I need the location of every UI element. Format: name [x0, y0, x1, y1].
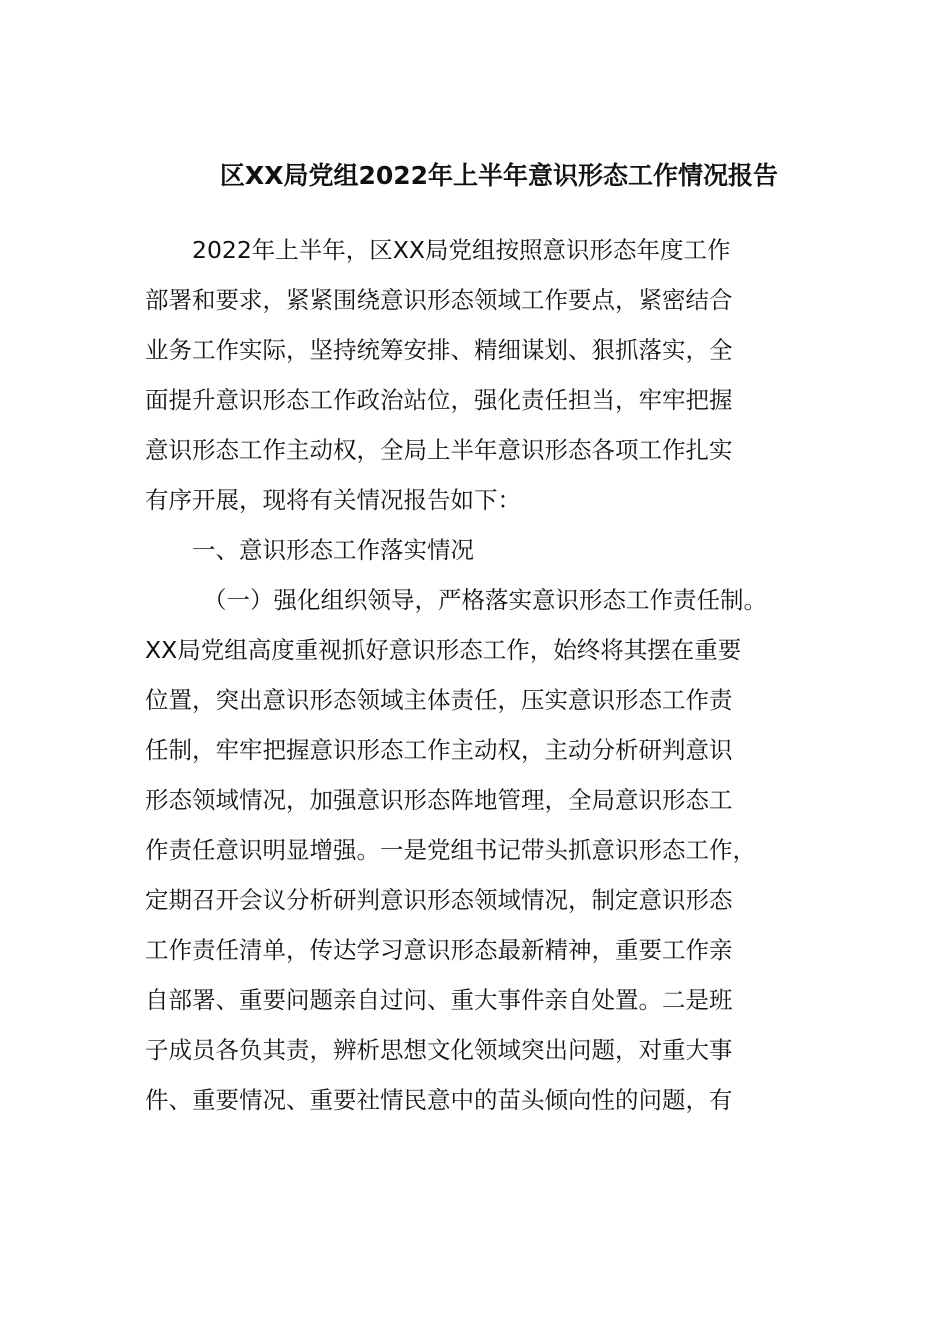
paragraph-line: 件、重要情况、重要社情民意中的苗头倾向性的问题，有 — [145, 1086, 733, 1114]
paragraph-line: 位置，突出意识形态领域主体责任，压实意识形态工作责 — [145, 686, 733, 714]
paragraph-line: XX局党组高度重视抓好意识形态工作，始终将其摆在重要 — [145, 636, 742, 664]
section-heading: 一、意识形态工作落实情况 — [192, 536, 474, 564]
paragraph-line: 2022年上半年，区XX局党组按照意识形态年度工作 — [192, 236, 731, 264]
paragraph-line: 子成员各负其责，辨析思想文化领域突出问题，对重大事 — [145, 1036, 733, 1064]
paragraph-line: 任制，牢牢把握意识形态工作主动权，主动分析研判意识 — [145, 736, 733, 764]
paragraph-line: 部署和要求，紧紧围绕意识形态领域工作要点，紧密结合 — [145, 286, 733, 314]
paragraph-line: 面提升意识形态工作政治站位，强化责任担当，牢牢把握 — [145, 386, 733, 414]
paragraph-line: 自部署、重要问题亲自过问、重大事件亲自处置。二是班 — [145, 986, 733, 1014]
subsection-heading: （一）强化组织领导，严格落实意识形态工作责任制。 — [203, 586, 767, 614]
paragraph-line: 有序开展，现将有关情况报告如下： — [145, 486, 521, 514]
document-body — [145, 225, 805, 1125]
paragraph-line: 意识形态工作主动权，全局上半年意识形态各项工作扎实 — [145, 436, 733, 464]
paragraph-line: 业务工作实际，坚持统筹安排、精细谋划、狠抓落实，全 — [145, 336, 733, 364]
paragraph-line: 工作责任清单，传达学习意识形态最新精神，重要工作亲 — [145, 936, 733, 964]
paragraph-line: 定期召开会议分析研判意识形态领域情况，制定意识形态 — [145, 886, 733, 914]
document-title: 区XX局党组2022年上半年意识形态工作情况报告 — [219, 161, 779, 190]
paragraph-line: 作责任意识明显增强。一是党组书记带头抓意识形态工作， — [145, 836, 756, 864]
paragraph-line: 形态领域情况，加强意识形态阵地管理，全局意识形态工 — [145, 786, 733, 814]
